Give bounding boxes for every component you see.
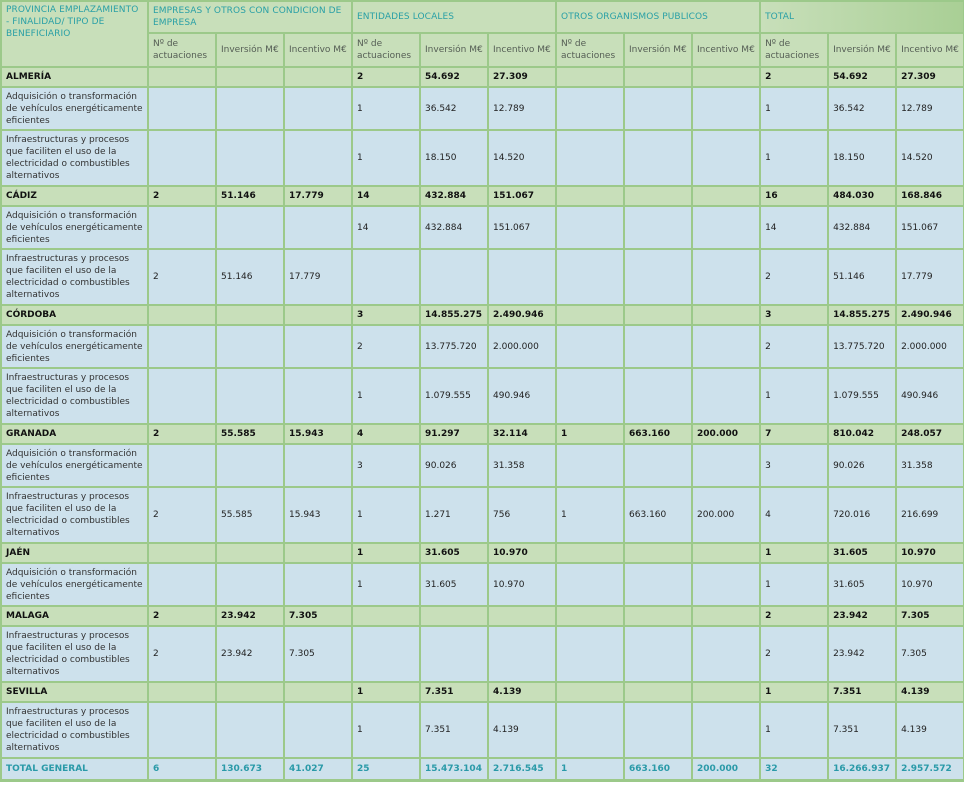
- cell-total-actuaciones: 1: [760, 543, 828, 563]
- cell-total-actuaciones: 14: [760, 206, 828, 249]
- cell-entidades-locales-actuaciones: 14: [352, 206, 420, 249]
- cell-otros-organismos-actuaciones: [556, 206, 624, 249]
- cell-otros-organismos-inversion: [624, 249, 692, 305]
- total-general-row: [1, 758, 964, 781]
- cell-otros-organismos-incentivo: [692, 702, 760, 758]
- cell-empresas-inversion: [216, 67, 284, 87]
- detail-row: [1, 368, 964, 424]
- cell-entidades-locales-actuaciones: [352, 626, 420, 682]
- col-header-otros-organismos-actuaciones: Nº de actuaciones: [556, 33, 624, 67]
- cell-total-incentivo: 10.970: [896, 563, 964, 606]
- cell-entidades-locales-actuaciones: [352, 606, 420, 626]
- cell-entidades-locales-inversion: [420, 249, 488, 305]
- province-label: GRANADA: [1, 424, 148, 444]
- cell-otros-organismos-inversion: [624, 682, 692, 702]
- cell-otros-organismos-incentivo: [692, 206, 760, 249]
- detail-row: [1, 487, 964, 543]
- group-header-empresas: EMPRESAS Y OTROS CON CONDICION DE EMPRESA: [148, 1, 352, 33]
- finalidad-label: Infraestructuras y procesos que faciliten el uso de la electricidad o combustibles alternativos: [1, 130, 148, 186]
- cell-total-incentivo: 27.309: [896, 67, 964, 87]
- detail-row: [1, 325, 964, 368]
- cell-entidades-locales-actuaciones: 1: [352, 702, 420, 758]
- cell-otros-organismos-incentivo: [692, 186, 760, 206]
- cell-otros-organismos-actuaciones: [556, 682, 624, 702]
- province-label: SEVILLA: [1, 682, 148, 702]
- cell-empresas-inversion: [216, 305, 284, 325]
- cell-total-incentivo: 168.846: [896, 186, 964, 206]
- cell-entidades-locales-incentivo: 27.309: [488, 67, 556, 87]
- cell-empresas-incentivo: [284, 305, 352, 325]
- total-cell-total-inversion: 16.266.937: [828, 758, 896, 781]
- cell-total-inversion: 14.855.275: [828, 305, 896, 325]
- cell-empresas-inversion: [216, 444, 284, 487]
- cell-total-actuaciones: 7: [760, 424, 828, 444]
- cell-total-incentivo: 4.139: [896, 702, 964, 758]
- total-cell-empresas-actuaciones: 6: [148, 758, 216, 781]
- cell-otros-organismos-incentivo: [692, 682, 760, 702]
- cell-empresas-actuaciones: [148, 325, 216, 368]
- cell-empresas-inversion: [216, 206, 284, 249]
- total-cell-total-actuaciones: 32: [760, 758, 828, 781]
- cell-empresas-incentivo: [284, 444, 352, 487]
- total-general-label: TOTAL GENERAL: [1, 758, 148, 781]
- cell-total-actuaciones: 16: [760, 186, 828, 206]
- total-cell-total-incentivo: 2.957.572: [896, 758, 964, 781]
- detail-row: [1, 130, 964, 186]
- cell-entidades-locales-actuaciones: 1: [352, 563, 420, 606]
- cell-otros-organismos-incentivo: [692, 444, 760, 487]
- cell-otros-organismos-incentivo: [692, 626, 760, 682]
- cell-entidades-locales-inversion: 13.775.720: [420, 325, 488, 368]
- cell-otros-organismos-inversion: [624, 130, 692, 186]
- finalidad-label: Infraestructuras y procesos que faciliten el uso de la electricidad o combustibles alternativos: [1, 487, 148, 543]
- cell-total-actuaciones: 3: [760, 305, 828, 325]
- total-cell-entidades-locales-incentivo: 2.716.545: [488, 758, 556, 781]
- cell-total-incentivo: 17.779: [896, 249, 964, 305]
- cell-total-incentivo: 490.946: [896, 368, 964, 424]
- cell-total-inversion: 720.016: [828, 487, 896, 543]
- cell-total-inversion: 90.026: [828, 444, 896, 487]
- cell-entidades-locales-inversion: 7.351: [420, 702, 488, 758]
- detail-row: [1, 626, 964, 682]
- finalidad-label: Adquisición o transformación de vehículos energéticamente eficientes: [1, 325, 148, 368]
- cell-entidades-locales-actuaciones: 1: [352, 487, 420, 543]
- cell-total-actuaciones: 1: [760, 368, 828, 424]
- cell-empresas-actuaciones: 2: [148, 487, 216, 543]
- cell-total-actuaciones: 1: [760, 563, 828, 606]
- group-header-total: TOTAL: [760, 1, 964, 33]
- corner-header: PROVINCIA EMPLAZAMIENTO - FINALIDAD/ TIPO DE BENEFICIARIO: [1, 1, 148, 67]
- total-cell-entidades-locales-inversion: 15.473.104: [420, 758, 488, 781]
- cell-empresas-incentivo: 7.305: [284, 626, 352, 682]
- cell-empresas-inversion: [216, 368, 284, 424]
- cell-otros-organismos-inversion: [624, 702, 692, 758]
- province-label: JAÉN: [1, 543, 148, 563]
- cell-otros-organismos-actuaciones: [556, 368, 624, 424]
- cell-entidades-locales-inversion: 18.150: [420, 130, 488, 186]
- cell-total-incentivo: 4.139: [896, 682, 964, 702]
- cell-otros-organismos-actuaciones: [556, 249, 624, 305]
- cell-entidades-locales-actuaciones: 1: [352, 682, 420, 702]
- cell-entidades-locales-actuaciones: 14: [352, 186, 420, 206]
- cell-otros-organismos-incentivo: [692, 305, 760, 325]
- cell-total-inversion: 18.150: [828, 130, 896, 186]
- cell-entidades-locales-actuaciones: 1: [352, 368, 420, 424]
- cell-entidades-locales-inversion: [420, 606, 488, 626]
- cell-empresas-inversion: 23.942: [216, 626, 284, 682]
- finalidad-label: Adquisición o transformación de vehículos energéticamente eficientes: [1, 206, 148, 249]
- detail-row: [1, 206, 964, 249]
- cell-empresas-actuaciones: [148, 130, 216, 186]
- cell-empresas-actuaciones: 2: [148, 424, 216, 444]
- cell-total-actuaciones: 2: [760, 67, 828, 87]
- cell-entidades-locales-incentivo: 12.789: [488, 87, 556, 130]
- cell-entidades-locales-inversion: 432.884: [420, 186, 488, 206]
- cell-entidades-locales-incentivo: 2.000.000: [488, 325, 556, 368]
- cell-otros-organismos-actuaciones: [556, 130, 624, 186]
- col-header-entidades-locales-actuaciones: Nº de actuaciones: [352, 33, 420, 67]
- cell-entidades-locales-incentivo: 14.520: [488, 130, 556, 186]
- cell-empresas-incentivo: [284, 543, 352, 563]
- table-body: [1, 67, 964, 781]
- cell-otros-organismos-actuaciones: [556, 305, 624, 325]
- cell-entidades-locales-inversion: 7.351: [420, 682, 488, 702]
- cell-total-inversion: 1.079.555: [828, 368, 896, 424]
- cell-empresas-actuaciones: 2: [148, 249, 216, 305]
- cell-entidades-locales-incentivo: 2.490.946: [488, 305, 556, 325]
- cell-total-actuaciones: 2: [760, 626, 828, 682]
- cell-otros-organismos-inversion: [624, 325, 692, 368]
- cell-otros-organismos-inversion: [624, 563, 692, 606]
- cell-otros-organismos-incentivo: [692, 368, 760, 424]
- cell-empresas-inversion: 51.146: [216, 186, 284, 206]
- cell-entidades-locales-actuaciones: 4: [352, 424, 420, 444]
- cell-empresas-inversion: [216, 325, 284, 368]
- cell-total-inversion: 13.775.720: [828, 325, 896, 368]
- cell-total-incentivo: 2.490.946: [896, 305, 964, 325]
- col-header-total-inversion: Inversión M€: [828, 33, 896, 67]
- cell-empresas-incentivo: [284, 368, 352, 424]
- cell-empresas-inversion: [216, 682, 284, 702]
- cell-entidades-locales-incentivo: 490.946: [488, 368, 556, 424]
- cell-entidades-locales-incentivo: 4.139: [488, 702, 556, 758]
- cell-entidades-locales-actuaciones: 2: [352, 67, 420, 87]
- cell-empresas-actuaciones: 2: [148, 606, 216, 626]
- cell-entidades-locales-inversion: 31.605: [420, 563, 488, 606]
- cell-empresas-incentivo: [284, 563, 352, 606]
- cell-entidades-locales-actuaciones: 1: [352, 87, 420, 130]
- cell-entidades-locales-incentivo: [488, 249, 556, 305]
- cell-entidades-locales-inversion: 36.542: [420, 87, 488, 130]
- cell-empresas-actuaciones: [148, 87, 216, 130]
- cell-total-actuaciones: 2: [760, 606, 828, 626]
- cell-total-actuaciones: 1: [760, 702, 828, 758]
- col-header-total-actuaciones: Nº de actuaciones: [760, 33, 828, 67]
- cell-entidades-locales-inversion: 31.605: [420, 543, 488, 563]
- cell-total-inversion: 7.351: [828, 682, 896, 702]
- cell-otros-organismos-incentivo: [692, 87, 760, 130]
- cell-entidades-locales-inversion: 432.884: [420, 206, 488, 249]
- cell-otros-organismos-inversion: [624, 543, 692, 563]
- cell-otros-organismos-actuaciones: [556, 606, 624, 626]
- cell-otros-organismos-incentivo: 200.000: [692, 487, 760, 543]
- cell-otros-organismos-actuaciones: [556, 563, 624, 606]
- cell-empresas-incentivo: [284, 130, 352, 186]
- cell-entidades-locales-incentivo: 756: [488, 487, 556, 543]
- cell-otros-organismos-incentivo: [692, 563, 760, 606]
- province-row: [1, 543, 964, 563]
- cell-total-inversion: 810.042: [828, 424, 896, 444]
- cell-total-inversion: 31.605: [828, 563, 896, 606]
- cell-total-incentivo: 14.520: [896, 130, 964, 186]
- cell-entidades-locales-incentivo: 151.067: [488, 206, 556, 249]
- cell-entidades-locales-actuaciones: 2: [352, 325, 420, 368]
- finalidad-label: Infraestructuras y procesos que faciliten el uso de la electricidad o combustibles alternativos: [1, 249, 148, 305]
- finalidad-label: Adquisición o transformación de vehículos energéticamente eficientes: [1, 444, 148, 487]
- col-header-entidades-locales-incentivo: Incentivo M€: [488, 33, 556, 67]
- cell-total-inversion: 31.605: [828, 543, 896, 563]
- cell-empresas-actuaciones: [148, 543, 216, 563]
- total-cell-empresas-incentivo: 41.027: [284, 758, 352, 781]
- province-row: [1, 305, 964, 325]
- total-cell-otros-organismos-actuaciones: 1: [556, 758, 624, 781]
- cell-total-actuaciones: 1: [760, 130, 828, 186]
- cell-otros-organismos-actuaciones: [556, 87, 624, 130]
- cell-otros-organismos-incentivo: 200.000: [692, 424, 760, 444]
- cell-entidades-locales-inversion: 91.297: [420, 424, 488, 444]
- detail-row: [1, 444, 964, 487]
- group-header-row: [1, 1, 964, 33]
- col-header-empresas-actuaciones: Nº de actuaciones: [148, 33, 216, 67]
- cell-otros-organismos-inversion: [624, 186, 692, 206]
- cell-empresas-incentivo: [284, 702, 352, 758]
- cell-entidades-locales-incentivo: 4.139: [488, 682, 556, 702]
- province-row: [1, 67, 964, 87]
- cell-total-inversion: 23.942: [828, 606, 896, 626]
- cell-empresas-incentivo: 17.779: [284, 249, 352, 305]
- cell-entidades-locales-incentivo: 10.970: [488, 543, 556, 563]
- cell-total-inversion: 51.146: [828, 249, 896, 305]
- cell-entidades-locales-inversion: 90.026: [420, 444, 488, 487]
- cell-total-inversion: 54.692: [828, 67, 896, 87]
- cell-otros-organismos-inversion: [624, 87, 692, 130]
- col-header-otros-organismos-incentivo: Incentivo M€: [692, 33, 760, 67]
- finalidad-label: Adquisición o transformación de vehículos energéticamente eficientes: [1, 563, 148, 606]
- cell-otros-organismos-incentivo: [692, 325, 760, 368]
- cell-empresas-inversion: [216, 130, 284, 186]
- cell-total-inversion: 36.542: [828, 87, 896, 130]
- cell-otros-organismos-incentivo: [692, 606, 760, 626]
- cell-total-actuaciones: 1: [760, 87, 828, 130]
- cell-otros-organismos-inversion: [624, 305, 692, 325]
- cell-otros-organismos-actuaciones: 1: [556, 424, 624, 444]
- cell-otros-organismos-actuaciones: [556, 325, 624, 368]
- cell-total-inversion: 23.942: [828, 626, 896, 682]
- cell-total-inversion: 484.030: [828, 186, 896, 206]
- detail-row: [1, 563, 964, 606]
- cell-empresas-incentivo: [284, 206, 352, 249]
- col-header-otros-organismos-inversion: Inversión M€: [624, 33, 692, 67]
- total-cell-empresas-inversion: 130.673: [216, 758, 284, 781]
- province-label: ALMERÍA: [1, 67, 148, 87]
- cell-empresas-actuaciones: [148, 563, 216, 606]
- cell-empresas-actuaciones: [148, 682, 216, 702]
- cell-empresas-actuaciones: [148, 368, 216, 424]
- detail-row: [1, 249, 964, 305]
- group-header-entidades-locales: ENTIDADES LOCALES: [352, 1, 556, 33]
- cell-empresas-inversion: [216, 87, 284, 130]
- cell-total-incentivo: 216.699: [896, 487, 964, 543]
- cell-entidades-locales-inversion: 1.271: [420, 487, 488, 543]
- cell-empresas-actuaciones: [148, 444, 216, 487]
- province-row: [1, 682, 964, 702]
- finalidad-label: Infraestructuras y procesos que faciliten el uso de la electricidad o combustibles alternativos: [1, 702, 148, 758]
- cell-otros-organismos-inversion: [624, 206, 692, 249]
- cell-empresas-actuaciones: 2: [148, 626, 216, 682]
- cell-total-incentivo: 7.305: [896, 606, 964, 626]
- cell-otros-organismos-incentivo: [692, 130, 760, 186]
- cell-empresas-incentivo: 17.779: [284, 186, 352, 206]
- cell-otros-organismos-actuaciones: [556, 186, 624, 206]
- cell-total-actuaciones: 4: [760, 487, 828, 543]
- cell-entidades-locales-inversion: [420, 626, 488, 682]
- cell-empresas-incentivo: [284, 87, 352, 130]
- cell-entidades-locales-incentivo: 32.114: [488, 424, 556, 444]
- cell-empresas-inversion: [216, 543, 284, 563]
- cell-entidades-locales-inversion: 14.855.275: [420, 305, 488, 325]
- cell-empresas-inversion: 51.146: [216, 249, 284, 305]
- col-header-empresas-incentivo: Incentivo M€: [284, 33, 352, 67]
- finalidad-label: Infraestructuras y procesos que faciliten el uso de la electricidad o combustibles alternativos: [1, 626, 148, 682]
- cell-empresas-incentivo: [284, 682, 352, 702]
- cell-otros-organismos-inversion: [624, 67, 692, 87]
- cell-otros-organismos-actuaciones: [556, 444, 624, 487]
- cell-entidades-locales-actuaciones: 3: [352, 305, 420, 325]
- cell-entidades-locales-actuaciones: 1: [352, 130, 420, 186]
- cell-total-actuaciones: 2: [760, 249, 828, 305]
- cell-entidades-locales-incentivo: 31.358: [488, 444, 556, 487]
- cell-total-actuaciones: 1: [760, 682, 828, 702]
- cell-otros-organismos-inversion: 663.160: [624, 424, 692, 444]
- cell-total-incentivo: 31.358: [896, 444, 964, 487]
- cell-otros-organismos-incentivo: [692, 249, 760, 305]
- cell-total-incentivo: 151.067: [896, 206, 964, 249]
- cell-empresas-inversion: 55.585: [216, 424, 284, 444]
- cell-otros-organismos-inversion: [624, 444, 692, 487]
- cell-empresas-incentivo: 15.943: [284, 424, 352, 444]
- cell-empresas-actuaciones: [148, 305, 216, 325]
- cell-otros-organismos-actuaciones: [556, 702, 624, 758]
- cell-empresas-incentivo: [284, 325, 352, 368]
- col-header-empresas-inversion: Inversión M€: [216, 33, 284, 67]
- cell-empresas-inversion: [216, 563, 284, 606]
- cell-total-incentivo: 248.057: [896, 424, 964, 444]
- province-label: MALAGA: [1, 606, 148, 626]
- province-row: [1, 424, 964, 444]
- cell-total-inversion: 7.351: [828, 702, 896, 758]
- col-header-total-incentivo: Incentivo M€: [896, 33, 964, 67]
- cell-total-incentivo: 10.970: [896, 543, 964, 563]
- cell-entidades-locales-actuaciones: [352, 249, 420, 305]
- cell-total-actuaciones: 2: [760, 325, 828, 368]
- cell-entidades-locales-incentivo: [488, 606, 556, 626]
- cell-empresas-inversion: [216, 702, 284, 758]
- cell-entidades-locales-actuaciones: 1: [352, 543, 420, 563]
- cell-empresas-actuaciones: 2: [148, 186, 216, 206]
- total-cell-entidades-locales-actuaciones: 25: [352, 758, 420, 781]
- cell-empresas-inversion: 55.585: [216, 487, 284, 543]
- cell-otros-organismos-incentivo: [692, 67, 760, 87]
- detail-row: [1, 702, 964, 758]
- cell-empresas-incentivo: 7.305: [284, 606, 352, 626]
- cell-empresas-incentivo: [284, 67, 352, 87]
- cell-otros-organismos-actuaciones: [556, 543, 624, 563]
- cell-empresas-inversion: 23.942: [216, 606, 284, 626]
- total-cell-otros-organismos-inversion: 663.160: [624, 758, 692, 781]
- cell-total-incentivo: 2.000.000: [896, 325, 964, 368]
- cell-empresas-incentivo: 15.943: [284, 487, 352, 543]
- cell-otros-organismos-inversion: 663.160: [624, 487, 692, 543]
- province-label: CÁDIZ: [1, 186, 148, 206]
- cell-entidades-locales-incentivo: 151.067: [488, 186, 556, 206]
- finalidad-label: Infraestructuras y procesos que faciliten el uso de la electricidad o combustibles alternativos: [1, 368, 148, 424]
- col-header-entidades-locales-inversion: Inversión M€: [420, 33, 488, 67]
- province-label: CÓRDOBA: [1, 305, 148, 325]
- cell-otros-organismos-actuaciones: [556, 626, 624, 682]
- cell-entidades-locales-incentivo: 10.970: [488, 563, 556, 606]
- cell-otros-organismos-inversion: [624, 626, 692, 682]
- cell-otros-organismos-inversion: [624, 606, 692, 626]
- cell-empresas-actuaciones: [148, 206, 216, 249]
- cell-otros-organismos-inversion: [624, 368, 692, 424]
- province-row: [1, 186, 964, 206]
- cell-empresas-actuaciones: [148, 67, 216, 87]
- cell-total-actuaciones: 3: [760, 444, 828, 487]
- cell-otros-organismos-actuaciones: [556, 67, 624, 87]
- cell-entidades-locales-inversion: 54.692: [420, 67, 488, 87]
- cell-total-incentivo: 7.305: [896, 626, 964, 682]
- group-header-otros-organismos: OTROS ORGANISMOS PUBLICOS: [556, 1, 760, 33]
- cell-empresas-actuaciones: [148, 702, 216, 758]
- cell-total-inversion: 432.884: [828, 206, 896, 249]
- total-cell-otros-organismos-incentivo: 200.000: [692, 758, 760, 781]
- cell-otros-organismos-actuaciones: 1: [556, 487, 624, 543]
- cell-entidades-locales-inversion: 1.079.555: [420, 368, 488, 424]
- cell-entidades-locales-incentivo: [488, 626, 556, 682]
- detail-row: [1, 87, 964, 130]
- cell-total-incentivo: 12.789: [896, 87, 964, 130]
- finalidad-label: Adquisición o transformación de vehículos energéticamente eficientes: [1, 87, 148, 130]
- cell-otros-organismos-incentivo: [692, 543, 760, 563]
- cell-entidades-locales-actuaciones: 3: [352, 444, 420, 487]
- province-row: [1, 606, 964, 626]
